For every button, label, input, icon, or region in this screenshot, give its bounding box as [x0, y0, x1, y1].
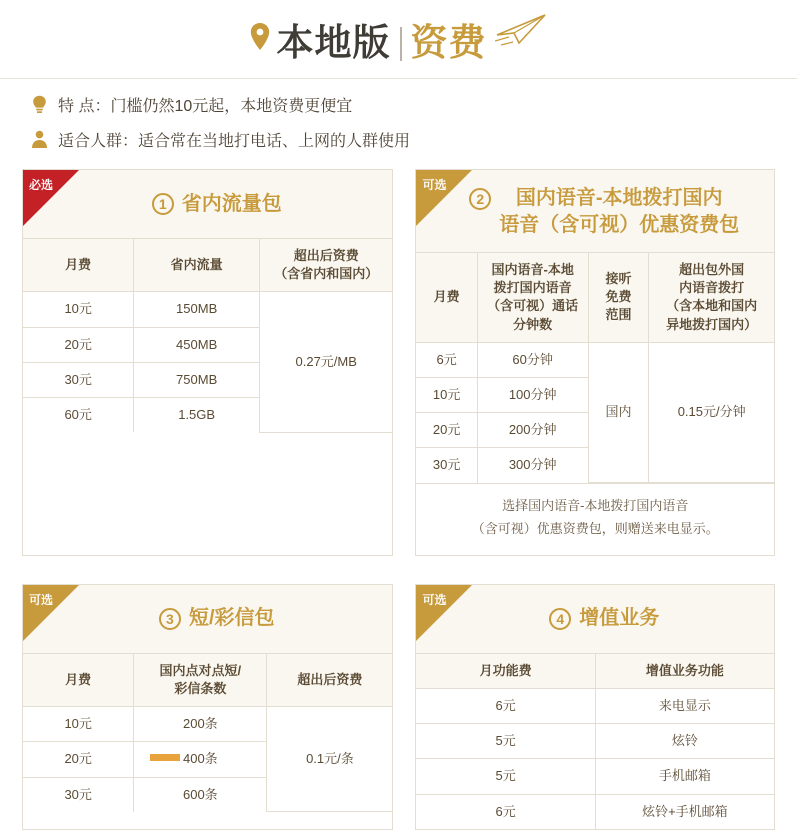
cell-count: 200条	[134, 707, 267, 742]
hdr-l3: 范围	[605, 307, 632, 323]
card-row	[22, 584, 775, 830]
person-icon	[28, 130, 50, 149]
card-voice-package	[415, 169, 775, 556]
cell-function: 手机邮箱	[595, 759, 774, 794]
hdr-l2: 彩信条数	[174, 680, 227, 696]
card-value-added-services	[415, 584, 775, 830]
sms-package-table	[23, 654, 392, 812]
bottom-accent-mark	[150, 754, 180, 761]
paper-plane-icon	[495, 12, 549, 51]
card-header	[23, 585, 392, 654]
hdr-l1: 国内点对点短/	[159, 662, 242, 678]
cell-fee: 10元	[23, 707, 134, 742]
bullet-text: 适合常在当地打电话、上网的人群使用	[138, 133, 411, 150]
col-free-incoming	[588, 253, 649, 342]
table-header-row	[416, 654, 774, 689]
cell-minutes: 200分钟	[477, 413, 588, 448]
cell-fee: 20元	[23, 742, 134, 777]
cell-fee: 60元	[23, 397, 134, 432]
page-title: 本地版	[276, 22, 391, 63]
feature-bullets	[0, 79, 797, 169]
bullet-text: 门槛仍然10元起，本地资费更便宜	[110, 98, 353, 115]
hdr-l2: 免费	[605, 289, 632, 305]
cell-overage-merged: 0.27元/MB	[259, 292, 392, 432]
voice-package-table	[416, 253, 774, 483]
card-note	[416, 483, 774, 555]
cell-data: 150MB	[134, 292, 260, 327]
bullet-label: 特 点：	[58, 98, 111, 115]
card-title: 短/彩信包	[188, 607, 275, 630]
card-number-badge: 3	[159, 608, 181, 630]
cell-fee: 5元	[416, 724, 595, 759]
lightbulb-icon	[28, 95, 50, 115]
col-monthly-fee: 月费	[23, 654, 134, 707]
card-number-badge: 4	[549, 608, 571, 630]
cell-minutes: 100分钟	[477, 377, 588, 412]
value-added-table	[416, 654, 774, 829]
cell-data: 450MB	[134, 327, 260, 362]
note-line2: （含可视）优惠资费包，则赠送来电显示。	[471, 521, 719, 537]
hdr-l1: 超出包外国	[679, 262, 745, 277]
cell-fee: 6元	[416, 794, 595, 829]
hdr-l3: （含本地和国内	[666, 298, 758, 314]
cell-function: 炫铃+手机邮箱	[595, 794, 774, 829]
cell-data: 750MB	[134, 362, 260, 397]
table-row	[23, 707, 392, 742]
cell-fee: 6元	[416, 688, 595, 723]
cell-overage-merged: 0.1元/条	[267, 707, 393, 812]
card-title-line1: 国内语音-本地拨打国内	[515, 187, 723, 209]
col-sms-count	[134, 654, 267, 707]
hdr-l2: 内语音拨打	[679, 280, 745, 296]
cell-fee: 30元	[23, 777, 134, 812]
card-province-data-package	[22, 169, 393, 556]
card-title: 省内流量包	[181, 192, 282, 215]
cell-minutes: 60分钟	[477, 342, 588, 377]
title-divider	[400, 27, 402, 61]
col-overage-fee-line2: （含省内和国内）	[274, 266, 379, 282]
card-number-badge: 1	[152, 193, 174, 215]
cell-fee: 20元	[23, 327, 134, 362]
table-row	[416, 724, 774, 759]
note-line1: 选择国内语音-本地拨打国内语音	[502, 498, 689, 513]
cell-fee: 6元	[416, 342, 477, 377]
cell-count: 400条	[134, 742, 267, 777]
province-data-table	[23, 239, 392, 433]
table-header-row	[416, 253, 774, 342]
hdr-l2: 拨打国内语音	[493, 280, 572, 296]
cell-count: 600条	[134, 777, 267, 812]
cell-fee: 5元	[416, 759, 595, 794]
ribbon-label: 可选	[29, 592, 54, 607]
card-header	[23, 170, 392, 239]
cell-overage-merged: 0.15元/分钟	[649, 342, 774, 482]
hdr-l4: 异地拨打国内）	[666, 316, 758, 332]
col-overage-voice	[649, 253, 774, 342]
location-pin-icon	[249, 22, 271, 52]
card-header	[416, 585, 774, 654]
card-row	[22, 169, 775, 556]
card-title-line2: 语音（含可视）优惠资费包	[499, 214, 740, 236]
cell-fee: 30元	[416, 448, 477, 483]
card-title	[499, 185, 739, 239]
table-row	[416, 794, 774, 829]
package-cards	[0, 169, 797, 830]
col-monthly-fee: 月费	[416, 253, 477, 342]
col-overage-fee-line1: 超出后资费	[293, 248, 359, 263]
col-monthly-function-fee: 月功能费	[416, 654, 595, 689]
card-title: 增值业务	[579, 607, 660, 630]
card-number-badge: 2	[469, 188, 491, 210]
cell-fee: 10元	[416, 377, 477, 412]
ribbon-label: 可选	[422, 178, 447, 192]
card-header	[416, 170, 774, 253]
hdr-l1: 接听	[605, 271, 632, 287]
cell-fee: 30元	[23, 362, 134, 397]
table-row	[416, 342, 774, 377]
table-row	[23, 292, 392, 327]
cell-function: 炫铃	[595, 724, 774, 759]
page-header	[0, 0, 797, 79]
hdr-l4: 分钟数	[513, 316, 553, 332]
ribbon-label: 可选	[422, 592, 447, 607]
col-overage-fee: 超出后资费	[267, 654, 393, 707]
cell-free-incoming-merged: 国内	[588, 342, 649, 482]
bullet-row	[28, 128, 797, 151]
col-voice-minutes	[477, 253, 588, 342]
cell-data: 1.5GB	[134, 397, 260, 432]
cell-fee: 20元	[416, 413, 477, 448]
col-overage-fee	[259, 239, 392, 292]
table-header-row	[23, 654, 392, 707]
table-header-row	[23, 239, 392, 292]
col-monthly-fee: 月费	[23, 239, 134, 292]
hdr-l1: 国内语音-本地	[491, 262, 574, 277]
hdr-l3: （含可视）通话	[487, 298, 579, 314]
cell-fee: 10元	[23, 292, 134, 327]
cell-minutes: 300分钟	[477, 448, 588, 483]
bullet-row	[28, 93, 797, 116]
table-row	[416, 759, 774, 794]
page-subtitle: 资费	[410, 22, 487, 63]
bullet-label: 适合人群：	[58, 133, 139, 150]
col-function-name: 增值业务功能	[595, 654, 774, 689]
ribbon-label: 必选	[29, 178, 54, 192]
col-province-data: 省内流量	[134, 239, 260, 292]
cell-function: 来电显示	[595, 688, 774, 723]
table-row	[416, 688, 774, 723]
card-sms-package	[22, 584, 393, 830]
